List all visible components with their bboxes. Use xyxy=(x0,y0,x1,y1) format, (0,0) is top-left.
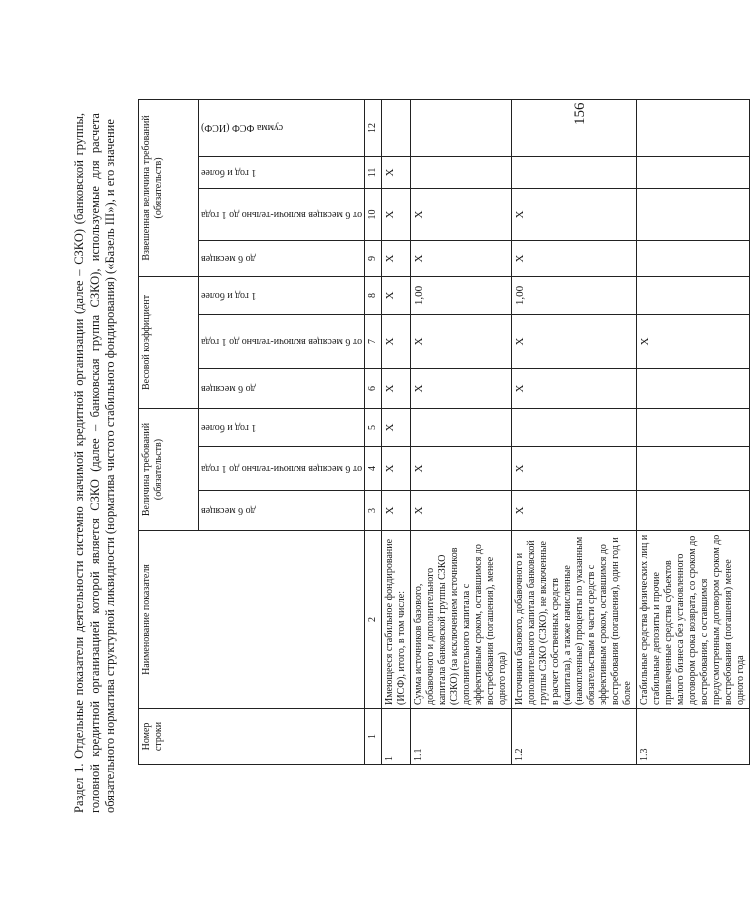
table-cell xyxy=(637,368,750,408)
row-number: 1.2 xyxy=(512,709,637,765)
row-indicator-name: Имеющееся стабильное фондирование (ИСФ), итого, в том числе: xyxy=(382,531,411,709)
table-row xyxy=(637,99,750,764)
table-cell: X xyxy=(382,408,411,446)
table-cell: X xyxy=(512,188,637,240)
table-cell: X xyxy=(512,491,637,531)
header-weighted-lt6: до 6 месяцев xyxy=(199,240,365,276)
table-cell xyxy=(637,408,750,446)
header-row-number: Номер строки xyxy=(139,709,365,765)
row-indicator-name: Сумма источников базового, добавочного и дополнительного капитала банковской группы СЗКО (СЗКО) (за исключением источников дополнительного капитала с эффективным сроком, оставшимся до востребования (погашения), менее одного года) xyxy=(411,531,512,709)
col-number: 9 xyxy=(365,240,382,276)
table-cell xyxy=(637,276,750,314)
table-cell: X xyxy=(637,314,750,368)
header-weighted-6to1: от 6 месяцев включи-тельно до 1 года xyxy=(199,188,365,240)
table-cell: X xyxy=(382,276,411,314)
row-number: 1.1 xyxy=(411,709,512,765)
table-cell: X xyxy=(382,156,411,188)
table-cell: X xyxy=(411,314,512,368)
table-cell xyxy=(411,156,512,188)
table-cell: X xyxy=(512,314,637,368)
row-indicator-name: Стабильные средства физических лиц и стабильные депозиты и прочие привлеченные средства субъектов малого бизнеса без установленного договором срока возврата, со сроком до востребования, с оставшимся предусмотренным договором сроком до востребования (погашения) менее одного года xyxy=(637,531,750,709)
table-cell xyxy=(382,99,411,156)
col-number: 2 xyxy=(365,531,382,709)
table-cell: X xyxy=(411,447,512,491)
col-number: 6 xyxy=(365,368,382,408)
table-cell: X xyxy=(512,240,637,276)
table-cell: X xyxy=(382,447,411,491)
table-cell: X xyxy=(411,491,512,531)
col-number: 3 xyxy=(365,491,382,531)
table-cell xyxy=(512,408,637,446)
table-cell xyxy=(411,408,512,446)
header-weight-6to1: от 6 месяцев включи-тельно до 1 года xyxy=(199,314,365,368)
header-requirements: Величина требований (обязательств) xyxy=(139,408,199,530)
row-indicator-name: Источники базового, добавочного и дополнительного капитала банковской группы СЗКО (СЗКО), не включенные в расчет собственных средств (капитала), а также начисленные (накопленные) проценты по указанным обязательствам в части средств с эффективным сроком, оставшимся до востребования (погашения), один год и более xyxy=(512,531,637,709)
page-number: 156 xyxy=(572,102,588,125)
col-number: 7 xyxy=(365,314,382,368)
col-number: 1 xyxy=(365,709,382,765)
row-number: 1 xyxy=(382,709,411,765)
header-weight-lt6: до 6 месяцев xyxy=(199,368,365,408)
table-cell: X xyxy=(411,240,512,276)
col-number: 5 xyxy=(365,408,382,446)
col-number: 10 xyxy=(365,188,382,240)
table-row xyxy=(382,99,411,764)
table-cell: X xyxy=(411,368,512,408)
table-row xyxy=(512,99,637,764)
row-number: 1.3 xyxy=(637,709,750,765)
col-number: 4 xyxy=(365,447,382,491)
table-cell xyxy=(637,447,750,491)
liquidity-indicators-table xyxy=(138,99,750,765)
table-row xyxy=(411,99,512,764)
col-number: 8 xyxy=(365,276,382,314)
header-indicator-name: Наименование показателя xyxy=(139,531,365,709)
header-req-1plus: 1 год и более xyxy=(199,408,365,446)
table-cell xyxy=(637,156,750,188)
table-cell xyxy=(637,240,750,276)
header-weighted-requirements: Взвешенная величина требований (обязательств) xyxy=(139,99,199,276)
table-cell: X xyxy=(382,368,411,408)
col-number: 11 xyxy=(365,156,382,188)
table-cell: X xyxy=(512,368,637,408)
table-cell xyxy=(637,491,750,531)
header-req-6to1: от 6 месяцев включи-тельно до 1 года xyxy=(199,447,365,491)
table-cell: X xyxy=(382,491,411,531)
table-cell xyxy=(637,188,750,240)
col-number: 12 xyxy=(365,99,382,156)
header-weighted-isf: сумма ФСФ (ИСФ) xyxy=(199,99,365,156)
table-cell xyxy=(637,99,750,156)
table-cell xyxy=(411,99,512,156)
table-cell: 1,00 xyxy=(411,276,512,314)
header-req-lt6: до 6 месяцев xyxy=(199,491,365,531)
header-weight: Весовой коэффициент xyxy=(139,276,199,408)
section-heading: Раздел 1. Отдельные показатели деятельности системно значимой кредитной организации (далее – СЗКО) (банковской группы, головной кредитной организацией которой является СЗКО (далее – банковская группа СЗКО), используемые для расчета обязательного норматива структурной ликвидности (норматива чистого стабильного фондирования) («Базель III»), и его значение xyxy=(72,113,117,813)
table-cell: X xyxy=(382,314,411,368)
table-cell: X xyxy=(382,240,411,276)
table-cell: X xyxy=(512,447,637,491)
table-cell xyxy=(512,156,637,188)
table-cell: X xyxy=(382,188,411,240)
table-cell: X xyxy=(411,188,512,240)
header-weighted-1plus: 1 год и более xyxy=(199,156,365,188)
table-cell: 1,00 xyxy=(512,276,637,314)
header-weight-1plus: 1 год и более xyxy=(199,276,365,314)
